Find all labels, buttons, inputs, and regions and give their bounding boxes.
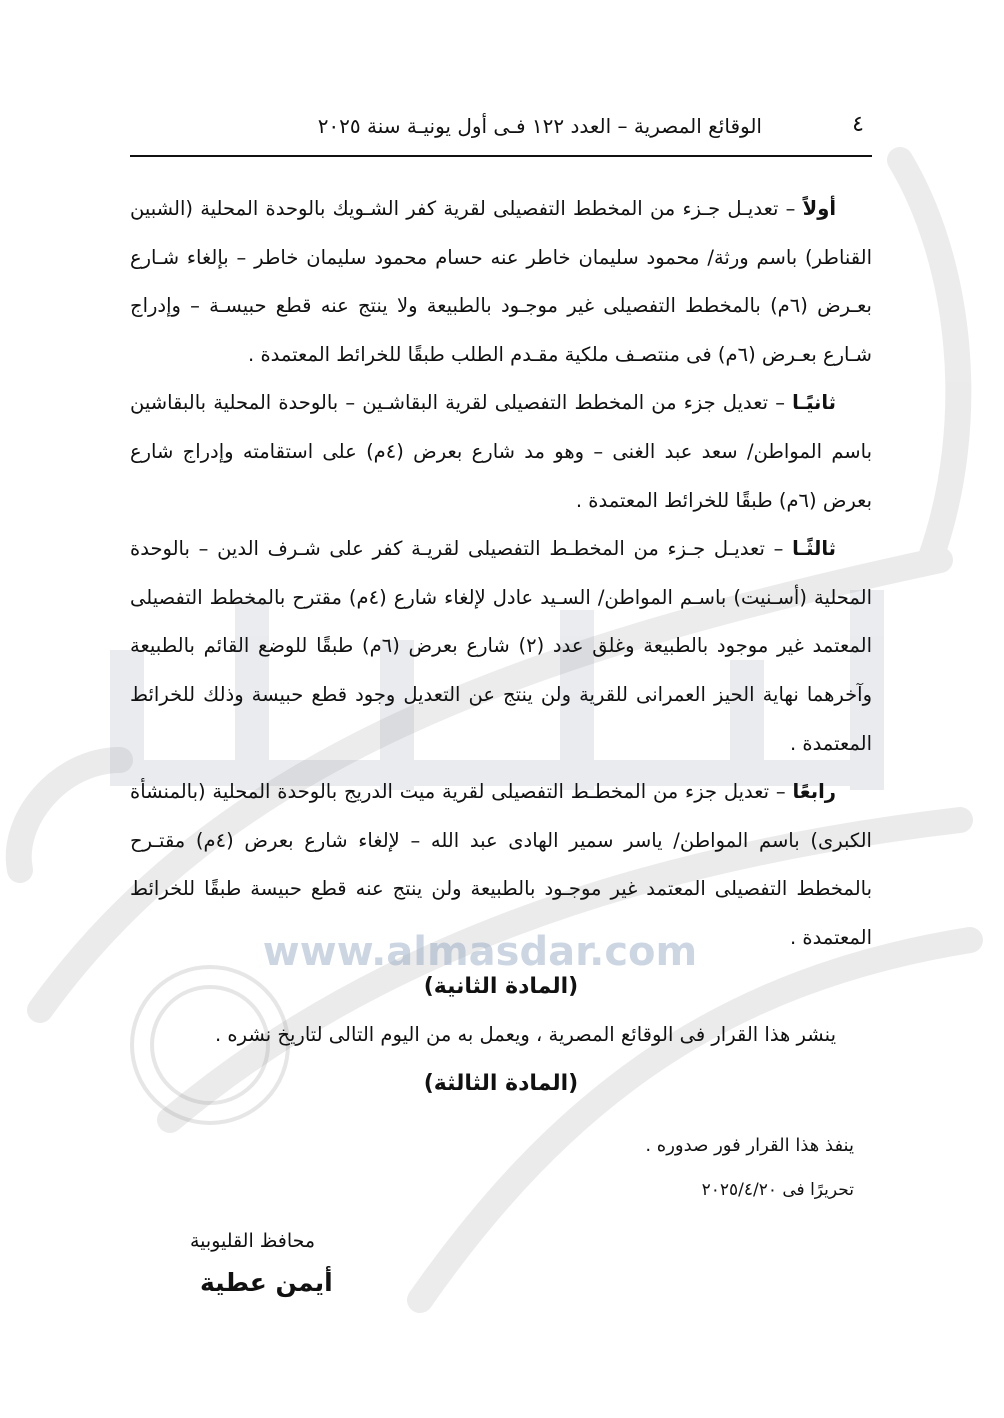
clause-fourth bbox=[130, 768, 872, 962]
clause-text: – تعديل جزء من المخطط التفصيلى لقرية البقاشـين – بالوحدة المحلية بالبقاشين باسم المواطن/ سعد عبد الغنى – وهو مد شارع بعرض (٤م) على استقامته وإدراج شارع بعرض (٦م) طبقًا للخرائط المعتمدة . bbox=[130, 391, 873, 512]
article-three-text: ينفذ هذا القرار فور صدوره . bbox=[645, 1135, 854, 1156]
header-rule bbox=[130, 155, 872, 157]
clause-second bbox=[130, 379, 872, 525]
signatory-title: محافظ القليوبية bbox=[190, 1230, 316, 1252]
clause-lead: ثالثًـا bbox=[792, 537, 836, 561]
article-three-heading: (المادة الثالثة) bbox=[423, 1070, 579, 1096]
running-header bbox=[130, 112, 872, 148]
article-two-heading: (المادة الثانية) bbox=[423, 973, 579, 999]
article-two-text: ينشر هذا القرار فى الوقائع المصرية ، ويعمل به من اليوم التالى لتاريخ نشره . bbox=[215, 1023, 836, 1047]
clause-lead: ثانيًـا bbox=[792, 391, 836, 415]
issue-date: تحريرًا فى ٢٠٢٥/٤/٢٠ bbox=[701, 1180, 854, 1200]
decree-body bbox=[130, 185, 872, 1108]
running-title: الوقائع المصرية – العدد ١٢٢ فـى أول يونيـة سنة ٢٠٢٥ bbox=[317, 114, 762, 138]
clause-first bbox=[130, 185, 872, 379]
clause-text: – تعديل جزء من المخطـط التفصيلى لقرية ميت الدريج بالوحدة المحلية (بالمنشأة الكبرى) باسم المواطن/ ياسر سمير الهادى عبد الله – لإلغاء شارع بعرض (٤م) مقتـرح بالمخطط التفصيلى المعتمد غير موجـود بالطبيعة ولن ينتج عنه قطع حبيسة طبقًا للخرائط المعتمدة . bbox=[130, 780, 872, 949]
page-number: ٤ bbox=[852, 112, 864, 137]
clause-text: – تعديـل جـزء من المخطط التفصيلى لقرية كفر الشـويك بالوحدة المحلية (الشبين القناطر) باسم ورثة/ محمود سليمان خاطر عنه حسام محمود سليمان خاطر – بإلغاء شـارع بعـرض (٦م) بالمخطط التفصيلى غير موجـود بالطبيعة ولا ينتج عنه قطع حبيسـة – وإدراج شـارع بعـرض (٦م) فى منتصـف ملكية مقـدم الطلب طبقًا للخرائط المعتمدة . bbox=[130, 197, 872, 366]
clause-lead: أولاً bbox=[802, 197, 836, 220]
watermark-url: www.almasdar.com bbox=[262, 929, 698, 975]
clause-text: – تعديـل جـزء من المخطـط التفصيلى لقريـة كفر على شـرف الدين – بالوحدة المحلية (أسـنيت) باسـم المواطن/ السـيد عادل لإلغاء شارع (٤م) مقترح بالمخطط التفصيلى المعتمد غير موجود بالطبيعة وغلق عدد (٢) شارع بعرض (٦م) طبقًا للوضع القائم بالطبيعة وآخرهما نهاية الحيز العمرانى للقرية ولن ينتج عن التعديل وجود قطع حبيسة وذلك للخرائط المعتمدة . bbox=[130, 537, 872, 755]
clause-third bbox=[130, 525, 872, 768]
signatory-name: أيمن عطية bbox=[200, 1268, 333, 1297]
clause-lead: رابعًا bbox=[792, 780, 836, 804]
